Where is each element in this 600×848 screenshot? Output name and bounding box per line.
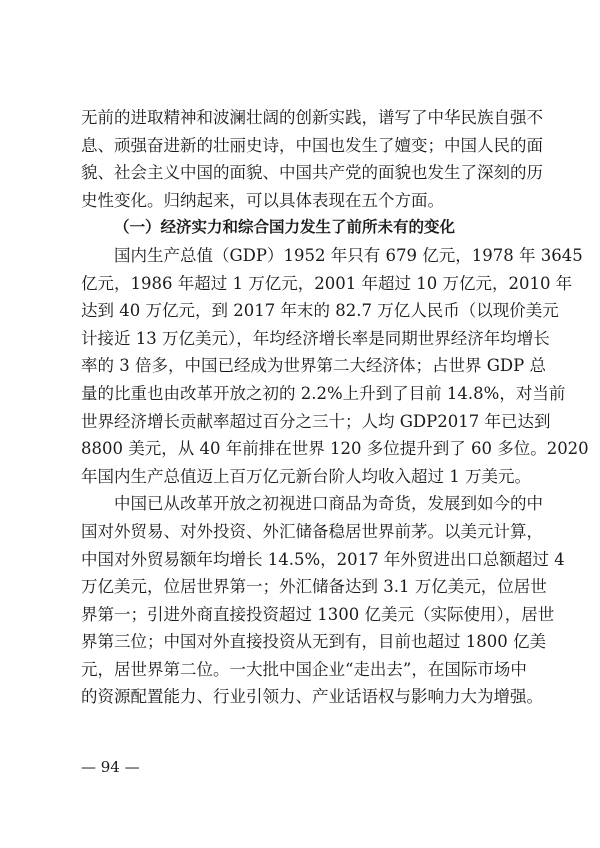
text-line: 界第三位；中国对外直接投资从无到有，目前也超过 1800 亿美	[81, 632, 546, 652]
text-line: 元，居世界第二位。一大批中国企业“走出去”，在国际市场中	[81, 659, 527, 679]
text-line: 国对外贸易、对外投资、外汇储备稳居世界前茅。以美元计算，	[81, 521, 543, 541]
text-line: 世界经济增长贡献率超过百分之三十；人均 GDP2017 年已达到	[81, 411, 551, 431]
text-line: 史性变化。归纳起来，可以具体表现在五个方面。	[81, 190, 444, 210]
text-line: 8800 美元，从 40 年前排在世界 120 多位提升到了 60 多位。2020	[81, 439, 589, 459]
text-line: 息、顽强奋进新的壮丽史诗，中国也发生了嬗变；中国人民的面	[81, 135, 543, 155]
paragraph-gdp	[81, 242, 589, 490]
text-line: 率的 3 倍多，中国已经成为世界第二大经济体；占世界 GDP 总	[81, 356, 546, 376]
text-line: 年国内生产总值迈上百万亿元新台阶人均收入超过 1 万美元。	[81, 466, 531, 486]
section-heading: （一）经济实力和综合国力发生了前所未有的变化	[114, 218, 456, 237]
text-line: 的资源配置能力、行业引领力、产业话语权与影响力大为增强。	[81, 687, 543, 707]
text-line: 达到 40 万亿元，到 2017 年末的 82.7 万亿人民币（以现价美元	[81, 301, 559, 321]
page-number: — 94 —	[81, 758, 140, 776]
text-line: 中国已从改革开放之初视进口商品为奇货，发展到如今的中	[114, 494, 543, 514]
text-line: 界第一；引进外商直接投资超过 1300 亿美元（实际使用），居世	[81, 604, 555, 624]
text-line: 量的比重也由改革开放之初的 2.2%上升到了目前 14.8%，对当前	[81, 383, 566, 403]
text-line: 国内生产总值（GDP）1952 年只有 679 亿元，1978 年 3645	[114, 245, 583, 265]
intro-paragraph	[81, 104, 543, 214]
document-body	[81, 104, 589, 711]
text-line: 无前的进取精神和波澜壮阔的创新实践，谱写了中华民族自强不	[81, 108, 543, 127]
text-line: 万亿美元，位居世界第一；外汇储备达到 3.1 万亿美元，位居世	[81, 577, 547, 597]
text-line: 中国对外贸易额年均增长 14.5%，2017 年外贸进出口总额超过 4	[81, 549, 565, 569]
paragraph-trade	[81, 490, 565, 711]
text-line: 貌、社会主义中国的面貌、中国共产党的面貌也发生了深刻的历	[81, 163, 543, 183]
text-line: 亿元，1986 年超过 1 万亿元，2001 年超过 10 万亿元，2010 年	[81, 273, 573, 293]
text-line: 计接近 13 万亿美元），年均经济增长率是同期世界经济年均增长	[81, 328, 550, 348]
